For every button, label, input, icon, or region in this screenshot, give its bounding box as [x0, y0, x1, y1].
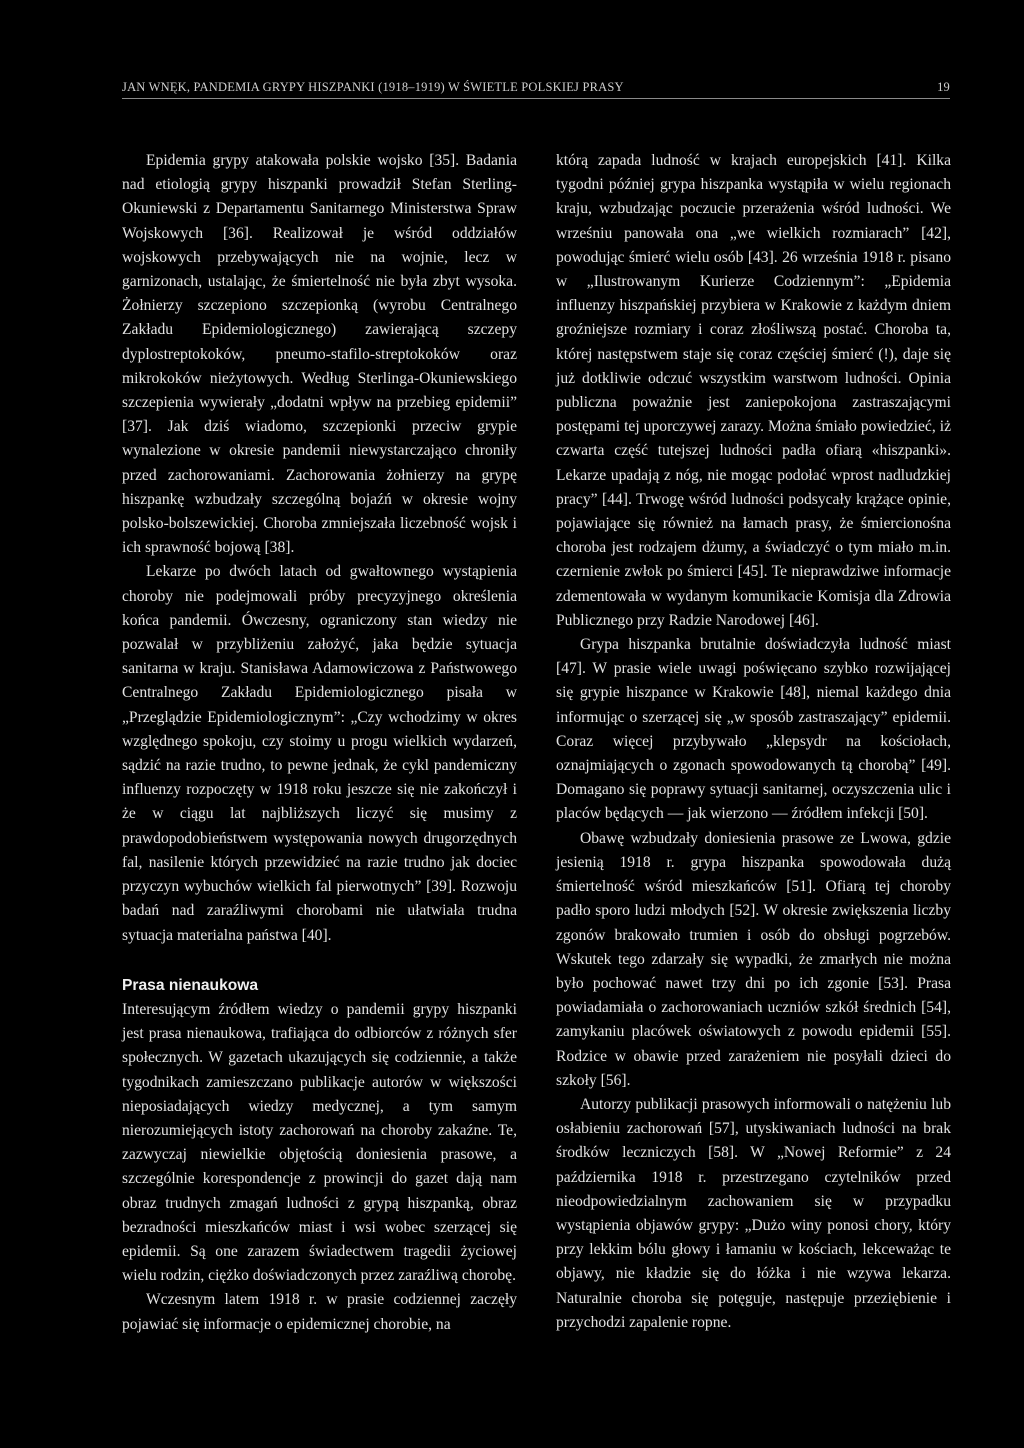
paragraph: którą zapada ludność w krajach europejskich [41]. Kilka tygodni później grypa hiszpanka wystąpiła w wielu regionach kraju, wzbudzając poczucie przerażenia wśród ludności. We wrześniu panowała ona „we wielkich rozmiarach” [42], powodując śmierć wielu osób [43]. 26 września 1918 r. pisano w „Ilustrowanym Kurierze Codziennym”: „Epidemia influenzy hiszpańskiej przybiera w Krakowie z każdym dniem groźniejsze rozmiary i coraz złośliwszą postać. Choroba ta, której następstwem staje się coraz częściej śmierć (!), daje się już dotkliwie odczuć wszystkim warstwom ludności. Opinia publiczna poważnie jest zaniepokojona zastraszającymi postępami tej uporczywej zarazy. Można śmiało powiedzieć, iż czwarta część tutejszej ludności padła ofiarą «hiszpanki». Lekarze upadają z nóg, nie mogąc podołać wprost nadludzkiej pracy” [44]. Trwogę wśród ludności podsycały krążące opinie, pojawiające się również na łamach prasy, że śmiercionośna choroba jest rodzajem dżumy, a świadczyć o tym miało m.in. czernienie zwłok po śmierci [45]. Te nieprawdziwe informacje zdementowała w wydanym komunikacie Komisja dla Zdrowia Publicznego przy Radzie Narodowej [46]. [556, 152, 951, 629]
paragraph: Lekarze po dwóch latach od gwałtownego wystąpienia choroby nie podejmowali próby precyzyjnego określenia końca pandemii. Ówczesny, ograniczony stan wiedzy nie pozwalał w przybliżeniu założyć, jaka będzie sytuacja sanitarna w kraju. Stanisława Adamowiczowa z Państwowego Centralnego Zakładu Epidemiologicznego pisała w „Przeglądzie Epidemiologicznym”: „Czy wchodzimy w okres względnego spokoju, czy stoimy u progu wielkich wydarzeń, sądzić na razie trudno, to pewne jednak, że cykl pandemiczny influenzy rozpoczęty w 1918 roku jeszcze się nie zakończył i że w ciągu lat najbliższych liczyć się musimy z prawdopodobieństwem występowania nowych drugorzędnych fal, nasilenie których przewidzieć na razie trudno jak dociec przyczyn wybuchów wielkich fal pierwotnych” [39]. Rozwoju badań nad zaraźliwymi chorobami nie ułatwiała trudna sytuacja materialna państwa [40]. [122, 563, 517, 944]
paragraph: Epidemia grypy atakowała polskie wojsko [35]. Badania nad etiologią grypy hiszpanki prowadził Stefan Sterling-Okuniewski z Departamentu Sanitarnego Ministerstwa Spraw Wojskowych [36]. Realizował je wśród oddziałów wojskowych przebywających nie na wojnie, lecz w garnizonach, ustalając, że śmiertelność nie była zbyt wysoka. Żołnierzy szczepiono szczepionką (wyrobu Centralnego Zakładu Epidemiologicznego) zawierającą szczepy dyplostreptokoków, pneumo-stafilo-streptokoków oraz mikrokoków nieżytowych. Według Sterlinga-Okuniewskiego szczepienia wywierały „dodatni wpływ na przebieg epidemii” [37]. Jak dziś wiadomo, szczepionki przeciw grypie wynalezione w okresie pandemii niewystarczająco chroniły przed zachorowaniami. Zachorowania żołnierzy na grypę hiszpankę wzbudzały szczególną bojaźń w okresie wojny polsko-bolszewickiej. Choroba zmniejszała liczebność wojsk i ich sprawność bojową [38]. [122, 152, 517, 557]
left-column [122, 149, 517, 1337]
paragraph: Obawę wzbudzały doniesienia prasowe ze Lwowa, gdzie jesienią 1918 r. grypa hiszpanka spowodowała dużą śmiertelność wśród mieszkańców [51]. Ofiarą tej choroby padło sporo ludzi młodych [52]. W okresie zwiększenia liczby zgonów brakowało trumien i osób do obsługi pogrzebów. Wskutek tego zdarzały się wypadki, że zmarłych nie można było pochować nawet trzy dni po ich zgonie [53]. Prasa powiadamiała o zachorowaniach uczniów szkół średnich [54], zamykaniu placówek oświatowych z powodu epidemii [55]. Rodzice w obawie przed zarażeniem nie posyłali dzieci do szkoły [56]. [556, 829, 951, 1089]
paragraph: Interesującym źródłem wiedzy o pandemii grypy hiszpanki jest prasa nienaukowa, trafiająca do odbiorców z różnych sfer społecznych. W gazetach ukazujących się codziennie, a także tygodnikach zamieszczano publikacje autorów w większości nieposiadających wiedzy medycznej, a tym samym nierozumiejących istoty zachorowań na choroby zakaźne. Te, zazwyczaj niewielkie objętością doniesienia prasowe, a szczególnie korespondencje z prowincji do gazet dają nam obraz trudnych zmagań ludności z grypą hiszpanką, obraz bezradności mieszkańców miast i wsi wobec szerzącej się epidemii. Są one zarazem świadectwem tragedii życiowej wielu rodzin, ciężko doświadczonych przez zaraźliwą chorobę. [122, 1000, 517, 1285]
running-title: JAN WNĘK, PANDEMIA GRYPY HISZPANKI (1918–1919) W ŚWIETLE POLSKIEJ PRASY [122, 80, 624, 94]
paragraph: Wczesnym latem 1918 r. w prasie codziennej zaczęły pojawiać się informacje o epidemicznej chorobie, na [122, 1291, 517, 1333]
paragraph: Autorzy publikacji prasowych informowali o natężeniu lub osłabieniu zachorowań [57], utyskiwaniach ludności na brak środków leczniczych [58]. W „Nowej Reformie” z 24 października 1918 r. przestrzegano czytelników przed nieodpowiedzialnym zachowaniem się w przypadku wystąpienia objawów grypy: „Dużo winy ponosi chory, który przy lekkim bólu głowy i łamaniu w kościach, lekceważąc te objawy, nie kładzie się do łóżka i nie wzywa lekarza. Naturalnie choroba się potęguje, następuje przeziębienie i przychodzi zapalenie ropne. [556, 1095, 951, 1331]
section-heading: Prasa nienaukowa [122, 976, 259, 994]
right-column [556, 149, 951, 1335]
paragraph: Grypa hiszpanka brutalnie doświadczyła ludność miast [47]. W prasie wiele uwagi poświęcano szybko rozwijającej się grypie hiszpance w Krakowie [48], niemal każdego dnia informując o szerzącej się „w sposób zastraszający” epidemii. Coraz więcej przybywało „klepsydr na kościołach, oznajmiających o zgonach spowodowanych tą chorobą” [49]. Domagano się poprawy sytuacji sanitarnej, oczyszczenia ulic i placów będących — jak wierzono — źródłem infekcji [50]. [556, 636, 951, 823]
page-number: 19 [937, 80, 950, 94]
running-header [122, 80, 950, 99]
